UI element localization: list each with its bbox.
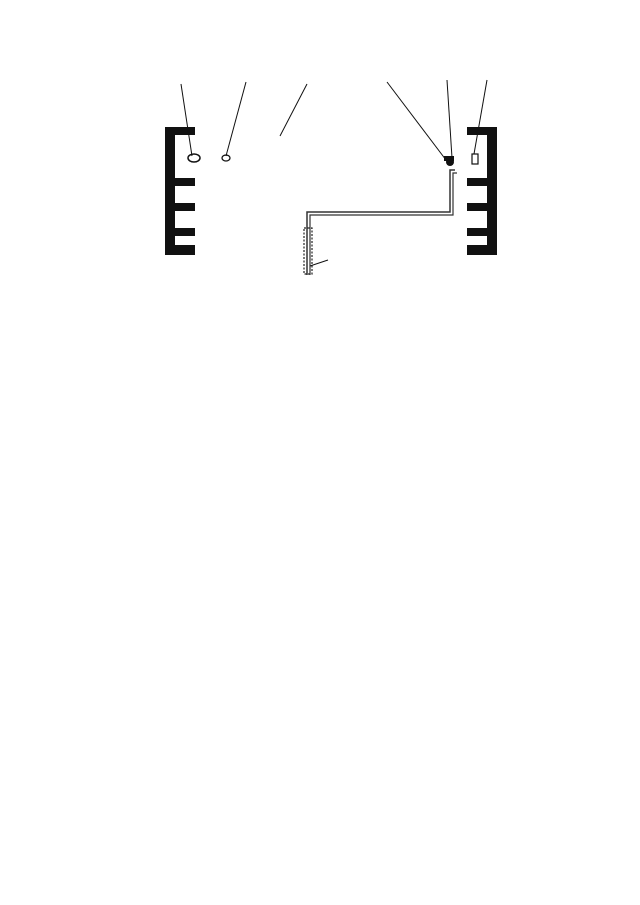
figure-caption <box>76 292 590 319</box>
machines <box>188 154 478 166</box>
leader-lines <box>181 80 487 266</box>
mining-scheme-figure <box>150 70 510 280</box>
mining-scheme-diagram <box>150 70 510 280</box>
right-wall <box>467 127 497 255</box>
conveyor-path <box>304 170 457 275</box>
